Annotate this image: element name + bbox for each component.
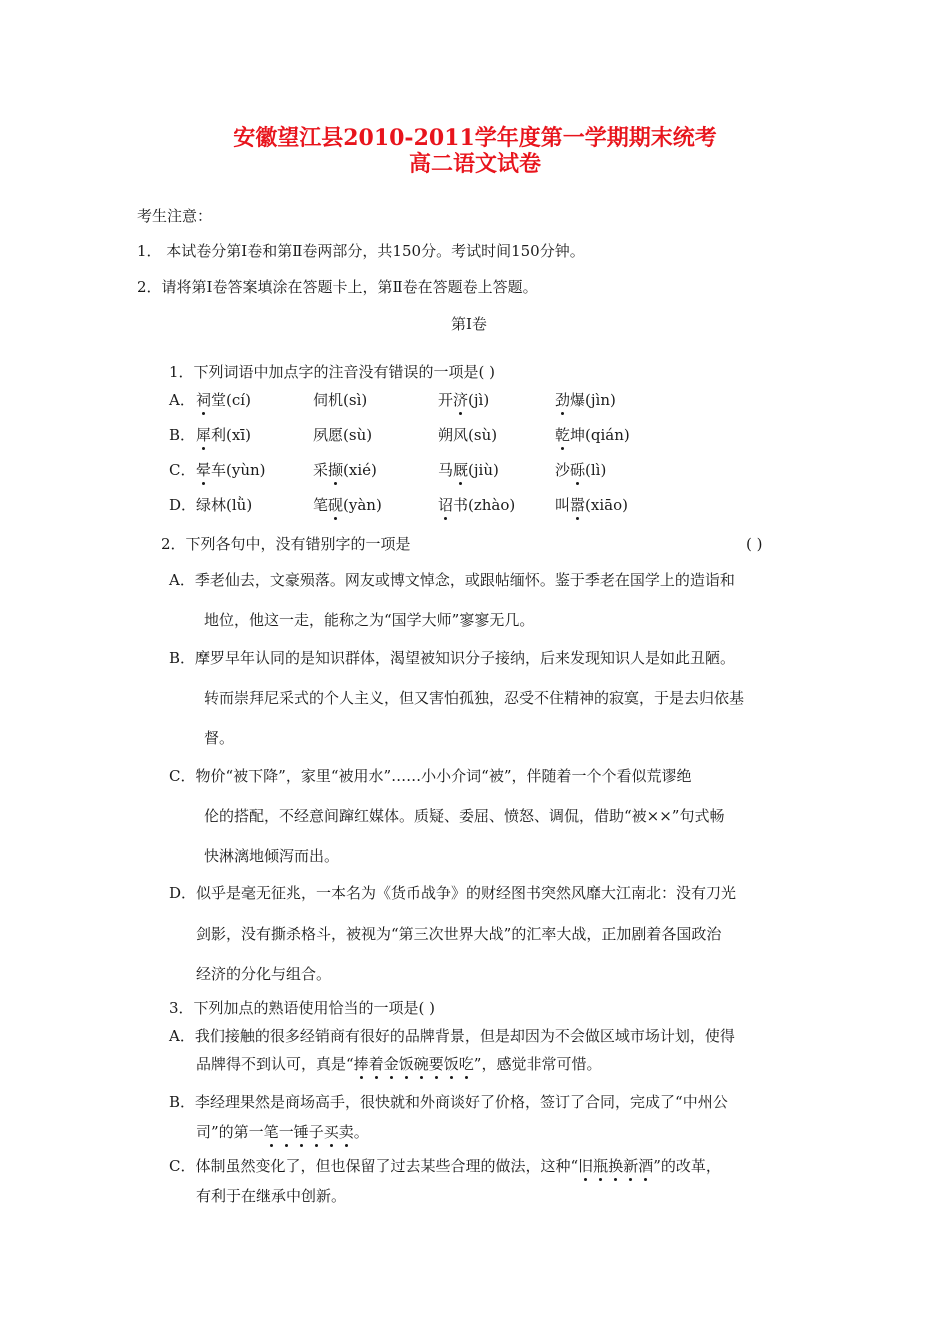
q1-option-label: A． xyxy=(169,391,195,409)
emphasized-char: 犀 xyxy=(196,426,212,444)
q3-option-a-text-pre: 品牌得不到认可，真是“ xyxy=(196,1055,354,1073)
q2-stem: 2．下列各句中，没有错别字的一项是 xyxy=(161,535,411,553)
emphasized-char: 新 xyxy=(623,1157,639,1175)
q3-option-a-text-post: ”，感觉非常可惜。 xyxy=(473,1055,602,1073)
q1-option-label: B． xyxy=(169,426,196,444)
q2-option-d-line1: D．似乎是毫无征兆，一本名为《货币战争》的财经图书突然风靡大江南北：没有刀光 xyxy=(169,884,737,902)
q3-option-c-text-post: ”的改革， xyxy=(653,1157,721,1175)
q3-option-a-line2 xyxy=(196,1054,601,1074)
q2-option-b-line3: 督。 xyxy=(204,729,235,747)
q3-option-b-line1: B．李经理果然是商场高手，很快就和外商谈好了价格，签订了合同，完成了“中州公 xyxy=(169,1093,728,1111)
emphasized-char: 酒 xyxy=(638,1157,654,1175)
q1-option-word: 采撷(xié) xyxy=(313,461,377,479)
q3-option-c-line1 xyxy=(169,1156,721,1176)
q1-option-word: 晕车(yùn) xyxy=(196,461,266,479)
q1-option-label: D． xyxy=(169,496,197,514)
q1-option-word: 笔砚(yàn) xyxy=(313,496,382,514)
emphasized-char: 厩 xyxy=(453,461,469,479)
q1-option-word: 乾坤(qián) xyxy=(555,426,630,444)
emphasized-char: 要 xyxy=(428,1055,444,1073)
emphasized-char: 换 xyxy=(608,1157,624,1175)
emphasized-char: 笔 xyxy=(263,1123,279,1141)
q1-option-word: 夙愿(sù) xyxy=(313,426,373,444)
q1-option-word: 劲爆(jìn) xyxy=(555,391,616,409)
emphasized-char: 饭 xyxy=(398,1055,414,1073)
q2-option-a-line2: 地位，他这一走，能称之为“国学大师”寥寥无几。 xyxy=(204,611,535,629)
q3-stem: 3．下列加点的熟语使用恰当的一项是( ) xyxy=(169,999,436,1017)
q1-option-word: 伺机(sì) xyxy=(313,391,368,409)
q1-option-word: 沙砾(lì) xyxy=(555,461,607,479)
q2-option-c-line2: 伦的搭配，不经意间蹿红媒体。质疑、委屈、愤怒、调侃，借助“被××”句式畅 xyxy=(204,807,725,825)
q3-option-b-text-post: 。 xyxy=(353,1123,369,1141)
emphasized-char: 买 xyxy=(323,1123,339,1141)
q1-stem: 1．下列词语中加点字的注音没有错误的一项是( ) xyxy=(169,363,496,381)
notice-item-1: 1． 本试卷分第Ⅰ卷和第Ⅱ卷两部分，共150分。考试时间150分钟。 xyxy=(137,242,585,260)
section-title: 第Ⅰ卷 xyxy=(451,315,487,333)
q1-option-word: 朔风(sù) xyxy=(438,426,498,444)
emphasized-char: 捧 xyxy=(353,1055,369,1073)
q2-option-b-line2: 转而崇拜尼采式的个人主义，但又害怕孤独，忍受不住精神的寂寞，于是去归依基 xyxy=(204,689,745,707)
emphasized-char: 乾 xyxy=(555,426,571,444)
emphasized-char: 饭 xyxy=(443,1055,459,1073)
q3-option-c-idiom xyxy=(578,1157,653,1175)
emphasized-char: 一 xyxy=(278,1123,294,1141)
page-subtitle: 高二语文试卷 xyxy=(408,151,541,177)
notice-item-2: 2．请将第Ⅰ卷答案填涂在答题卡上，第Ⅱ卷在答题卷上答题。 xyxy=(137,278,538,296)
emphasized-char: 撷 xyxy=(328,461,344,479)
q1-option-word: 绿林(lǜ) xyxy=(196,496,253,514)
emphasized-char: 祠 xyxy=(196,391,212,409)
q1-option-word: 犀利(xī) xyxy=(196,426,251,444)
q1-option-word: 马厩(jiù) xyxy=(438,461,499,479)
q3-option-c-line2: 有利于在继承中创新。 xyxy=(196,1187,347,1205)
q2-option-c-line1: C．物价“被下降”，家里“被用水”……小小介词“被”，伴随着一个个看似荒谬绝 xyxy=(169,767,692,785)
q3-option-a-line1: A．我们接触的很多经销商有很好的品牌背景，但是却因为不会做区域市场计划，使得 xyxy=(169,1027,735,1045)
emphasized-char: 着 xyxy=(368,1055,384,1073)
emphasized-char: 济 xyxy=(453,391,469,409)
emphasized-char: 旧 xyxy=(578,1157,594,1175)
q1-option-word: 祠堂(cí) xyxy=(196,391,251,409)
emphasized-char: 碗 xyxy=(413,1055,429,1073)
q2-option-a-line1: A．季老仙去，文豪殒落。网友或博文悼念，或跟帖缅怀。鉴于季老在国学上的造诣和 xyxy=(169,571,735,589)
q1-option-word: 叫嚣(xiāo) xyxy=(555,496,628,514)
q1-option-word: 开济(jì) xyxy=(438,391,490,409)
emphasized-char: 子 xyxy=(308,1123,324,1141)
q2-option-b-line1: B．摩罗早年认同的是知识群体，渴望被知识分子接纳，后来发现知识人是如此丑陋。 xyxy=(169,649,736,667)
q3-option-b-idiom xyxy=(264,1123,354,1141)
emphasized-char: 金 xyxy=(383,1055,399,1073)
emphasized-char: 吃 xyxy=(458,1055,474,1073)
q3-option-b-line2 xyxy=(196,1122,369,1142)
q3-option-a-idiom xyxy=(354,1055,474,1073)
emphasized-char: 嚣 xyxy=(570,496,586,514)
emphasized-char: 诏 xyxy=(438,496,454,514)
emphasized-char: 晕 xyxy=(196,461,212,479)
q1-option-word: 诏书(zhào) xyxy=(438,496,516,514)
q2-option-c-line3: 快淋漓地倾泻而出。 xyxy=(204,847,340,865)
q2-option-d-line2: 剑影，没有撕杀格斗，被视为“第三次世界大战”的汇率大战，正加剧着各国政治 xyxy=(196,925,722,943)
q3-option-b-text-pre: 司”的第一 xyxy=(196,1123,264,1141)
q3-option-c-text-pre: C．体制虽然变化了，但也保留了过去某些合理的做法，这种“ xyxy=(169,1157,579,1175)
emphasized-char: 砾 xyxy=(570,461,586,479)
emphasized-char: 锤 xyxy=(293,1123,309,1141)
q1-option-label: C． xyxy=(169,461,196,479)
emphasized-char: 砚 xyxy=(328,496,344,514)
q2-answer-paren: ( ) xyxy=(746,535,763,553)
q2-option-d-line3: 经济的分化与组合。 xyxy=(196,965,332,983)
emphasized-char: 瓶 xyxy=(593,1157,609,1175)
emphasized-char: 卖 xyxy=(338,1123,354,1141)
notice-heading: 考生注意： xyxy=(137,207,213,225)
page-title: 安徽望江县2010-2011学年度第一学期期末统考 xyxy=(233,125,717,151)
emphasized-char: 劲 xyxy=(555,391,571,409)
